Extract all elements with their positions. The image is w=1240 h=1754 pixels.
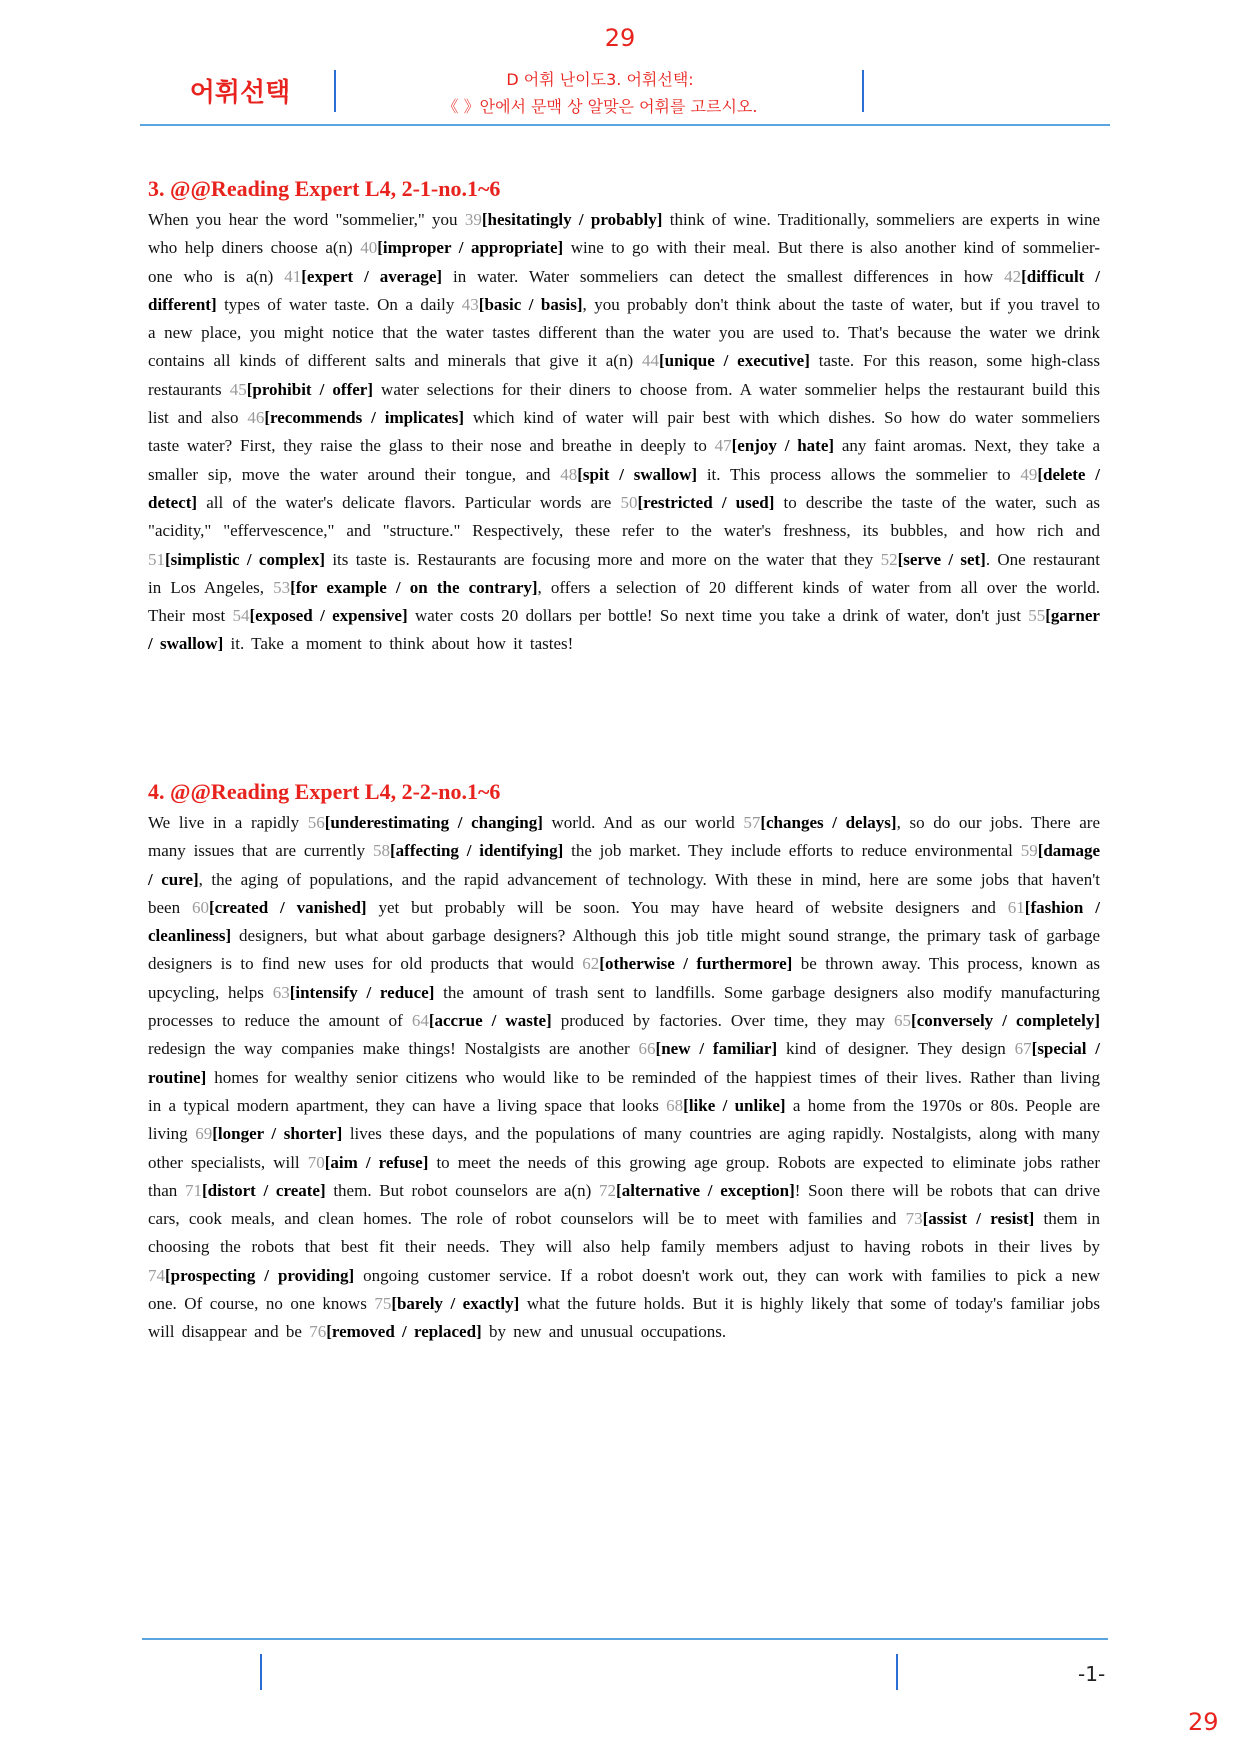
passage-fragment: designers, but what about garbage designers? Although this job title might sound strange, the primary task of garbage designers is to find new uses for old products that would — [148, 926, 1100, 974]
page-number-corner: 29 — [1188, 1708, 1219, 1736]
passage-fragment: world. And as our world — [542, 813, 744, 832]
word-choice-bracket: [prohibit / offer] — [246, 379, 373, 399]
word-choice-bracket: [garner / swallow] — [148, 606, 1100, 654]
passage-fragment: any faint aromas. Next, they take a smaller sip, move the water around their tongue, and — [148, 436, 1100, 484]
word-choice-bracket: [conversely / completely] — [911, 1011, 1100, 1031]
question-number: 63 — [272, 982, 290, 1002]
question-number: 45 — [229, 379, 247, 399]
passage-section-4 — [148, 779, 1100, 1347]
word-choice-bracket: [assist / resist] — [922, 1209, 1035, 1229]
question-number: 49 — [1020, 464, 1038, 484]
question-number: 54 — [232, 606, 250, 626]
header-description — [340, 66, 860, 120]
passage-fragment: taste. For this reason, some high-class restaurants — [148, 351, 1101, 399]
footer-rule — [142, 1638, 1108, 1640]
word-choice-bracket: [simplistic / complex] — [165, 549, 326, 569]
passage-fragment: it. This process allows the sommelier to — [697, 464, 1021, 484]
question-number: 75 — [374, 1294, 392, 1314]
word-choice-bracket: [recommends / implicates] — [264, 408, 465, 428]
word-choice-bracket: [affecting / identifying] — [390, 841, 564, 861]
word-choice-bracket: [enjoy / hate] — [731, 436, 835, 456]
word-choice-bracket: [accrue / waste] — [428, 1011, 552, 1031]
passage-fragment: lives these days, and the populations of many countries are aging rapidly. Nostalgists, along with many other specialists, will — [148, 1124, 1101, 1172]
passage-fragment: ! Soon there will be robots that can drive cars, cook meals, and clean homes. The role of robot counselors will be to meet with families and — [148, 1180, 1100, 1229]
question-number: 68 — [666, 1095, 684, 1115]
passage-fragment: to meet the needs of this growing age group. Robots are expected to eliminate jobs rather than — [148, 1152, 1100, 1200]
word-choice-bracket: [basic / basis] — [478, 294, 583, 314]
word-choice-bracket: [damage / cure] — [148, 841, 1101, 889]
question-number: 46 — [247, 408, 265, 428]
question-number: 76 — [309, 1322, 327, 1342]
word-choice-bracket: [for example / on the contrary] — [290, 577, 538, 597]
question-number: 64 — [411, 1011, 429, 1031]
passage-fragment: a home from the 1970s or 80s. People are living — [148, 1095, 1100, 1144]
footer-separator-right — [896, 1654, 898, 1690]
passage-fragment: them. But robot counselors are a(n) — [325, 1180, 600, 1200]
question-number: 43 — [461, 294, 479, 314]
passage-fragment: the job market. They include efforts to reduce environmental — [563, 841, 1021, 861]
word-choice-bracket: [new / familiar] — [655, 1039, 778, 1059]
passage-fragment: think of wine. Traditionally, sommeliers are experts in wine who help diners choose a(n) — [148, 210, 1101, 258]
passage-fragment: ongoing customer service. If a robot doesn't work out, they can work with families to pick a new one. Of course, no one knows — [148, 1265, 1100, 1314]
passage-fragment: what the future holds. But it is highly likely that some of today's familiar jobs will disappear and be — [148, 1294, 1100, 1342]
word-choice-bracket: [created / vanished] — [209, 897, 367, 917]
question-number: 51 — [148, 549, 165, 569]
question-number: 62 — [582, 954, 600, 974]
footer-page-label: -1- — [1078, 1662, 1106, 1686]
passage-fragment: redesign the way companies make things! Nostalgists are another — [148, 1039, 639, 1059]
header-title: 어휘선택 — [189, 78, 291, 108]
word-choice-bracket: [underestimating / changing] — [324, 813, 543, 832]
header-separator-left — [334, 70, 336, 112]
word-choice-bracket: [barely / exactly] — [391, 1294, 520, 1314]
question-number: 72 — [599, 1180, 617, 1200]
section-title: 3. @@Reading Expert L4, 2-1-no.1~6 — [148, 176, 501, 201]
passage-text — [148, 206, 1100, 659]
passage-fragment: , so do our jobs. There are many issues that are currently — [148, 813, 1101, 861]
question-number: 71 — [184, 1180, 202, 1200]
page-number-top: 29 — [604, 24, 636, 52]
passage-fragment: all of the water's delicate flavors. Particular words are — [197, 492, 621, 512]
word-choice-bracket: [fashion / cleanliness] — [148, 897, 1100, 946]
word-choice-bracket: [expert / average] — [301, 266, 443, 286]
word-choice-bracket: [difficult / different] — [148, 266, 1100, 314]
question-number: 48 — [560, 464, 578, 484]
passage-fragment: . One restaurant in Los Angeles, — [148, 549, 1101, 597]
question-number: 69 — [195, 1124, 213, 1144]
question-number: 42 — [1004, 266, 1022, 286]
passage-section-3 — [148, 176, 1100, 659]
header-desc-line1: D 어휘 난이도3. 어휘선택: — [506, 70, 694, 89]
header-separator-right — [862, 70, 864, 112]
passage-fragment: , you probably don't think about the taste of water, but if you travel to a new place, you might notice that the water tastes different than the water you are used to. That's because the water we drink contains all kinds of different salts and minerals that give it a(n) — [148, 294, 1101, 371]
passage-text — [148, 809, 1100, 1347]
question-number: 55 — [1028, 606, 1046, 626]
question-number: 50 — [620, 492, 638, 512]
question-number: 73 — [905, 1209, 923, 1229]
passage-fragment: , offers a selection of 20 different kinds of water from all over the world. Their most — [148, 577, 1100, 626]
word-choice-bracket: [alternative / exception] — [616, 1180, 795, 1200]
question-number: 53 — [273, 577, 291, 597]
header-rule — [140, 124, 1110, 126]
word-choice-bracket: [serve / set] — [897, 549, 986, 569]
question-number: 52 — [880, 549, 898, 569]
question-number: 60 — [192, 897, 209, 917]
question-number: 44 — [642, 351, 659, 371]
question-number: 59 — [1020, 841, 1038, 861]
word-choice-bracket: [longer / shorter] — [212, 1124, 343, 1144]
passage-fragment: them in choosing the robots that best fit their needs. They will also help family members adjust to having robots in their lives by — [148, 1209, 1100, 1257]
passage-fragment: homes for wealthy senior citizens who would like to be reminded of the happiest times of their lives. Rather than living in a typical modern apartment, they can have a living space that looks — [148, 1067, 1100, 1115]
word-choice-bracket: [delete / detect] — [148, 464, 1101, 512]
word-choice-bracket: [aim / refuse] — [324, 1152, 429, 1172]
word-choice-bracket: [hesitatingly / probably] — [481, 210, 663, 229]
passage-fragment: kind of designer. They design — [777, 1039, 1015, 1059]
word-choice-bracket: [removed / replaced] — [326, 1322, 482, 1342]
word-choice-bracket: [spit / swallow] — [577, 464, 698, 484]
word-choice-bracket: [changes / delays] — [760, 813, 897, 832]
word-choice-bracket: [intensify / reduce] — [289, 982, 435, 1002]
passage-fragment: When you hear the word "sommelier," you — [148, 210, 465, 229]
passage-fragment: types of water taste. On a daily — [216, 294, 462, 314]
passage-fragment: wine to go with their meal. But there is also another kind of sommelier-one who is a(n) — [148, 238, 1100, 286]
question-number: 58 — [373, 841, 390, 861]
section-title: 4. @@Reading Expert L4, 2-2-no.1~6 — [148, 779, 501, 804]
question-number: 39 — [464, 210, 482, 229]
question-number: 66 — [638, 1039, 656, 1059]
passage-fragment: be thrown away. This process, known as upcycling, helps — [148, 954, 1100, 1002]
question-number: 41 — [284, 266, 302, 286]
question-number: 67 — [1014, 1039, 1032, 1059]
question-number: 65 — [894, 1011, 912, 1031]
footer-separator-left — [260, 1654, 262, 1690]
passage-fragment: by new and unusual occupations. — [481, 1322, 727, 1342]
passage-fragment: it. Take a moment to think about how it tastes! — [223, 634, 574, 654]
passage-fragment: water costs 20 dollars per bottle! So next time you take a drink of water, don't just — [407, 606, 1029, 626]
word-choice-bracket: [improper / appropriate] — [377, 238, 564, 258]
question-number: 57 — [743, 813, 761, 832]
passage-fragment: the amount of trash sent to landfills. Some garbage designers also modify manufacturing processes to reduce the amount of — [148, 982, 1101, 1031]
passage-fragment: produced by factories. Over time, they may — [551, 1011, 895, 1031]
passage-fragment: which kind of water will pair best with which dishes. So how do water sommeliers taste water? First, they raise the glass to their nose and breathe in deeply to — [148, 408, 1101, 456]
question-number: 47 — [714, 436, 732, 456]
word-choice-bracket: [otherwise / furthermore] — [599, 954, 793, 974]
word-choice-bracket: [exposed / expensive] — [249, 606, 408, 626]
passage-fragment: yet but probably will be soon. You may have heard of website designers and — [366, 897, 1008, 917]
word-choice-bracket: [prospecting / providing] — [165, 1265, 355, 1285]
word-choice-bracket: [unique / executive] — [659, 351, 810, 371]
word-choice-bracket: [like / unlike] — [683, 1095, 786, 1115]
question-number: 56 — [307, 813, 325, 832]
word-choice-bracket: [restricted / used] — [637, 492, 775, 512]
passage-fragment: , the aging of populations, and the rapid advancement of technology. With these in mind, here are some jobs that haven't been — [148, 869, 1100, 917]
header-desc-line2: 《 》안에서 문맥 상 알맞은 어휘를 고르시오. — [442, 97, 758, 116]
question-number: 40 — [360, 238, 378, 258]
passage-fragment: We live in a rapidly — [148, 813, 308, 832]
word-choice-bracket: [distort / create] — [201, 1180, 326, 1200]
passage-fragment: to describe the taste of the water, such as "acidity," "effervescence," and "structure." Respectively, these refer to the water's freshness, its bubbles, and how rich and — [148, 492, 1100, 541]
passage-fragment: its taste is. Restaurants are focusing more and more on the water that they — [325, 549, 881, 569]
question-number: 74 — [148, 1265, 165, 1285]
passage-fragment: in water. Water sommeliers can detect the smallest differences in how — [442, 266, 1005, 286]
question-number: 61 — [1007, 897, 1025, 917]
passage-fragment: water selections for their diners to choose from. A water sommelier helps the restaurant build this list and also — [148, 379, 1100, 428]
question-number: 70 — [307, 1152, 325, 1172]
word-choice-bracket: [special / routine] — [148, 1039, 1101, 1087]
